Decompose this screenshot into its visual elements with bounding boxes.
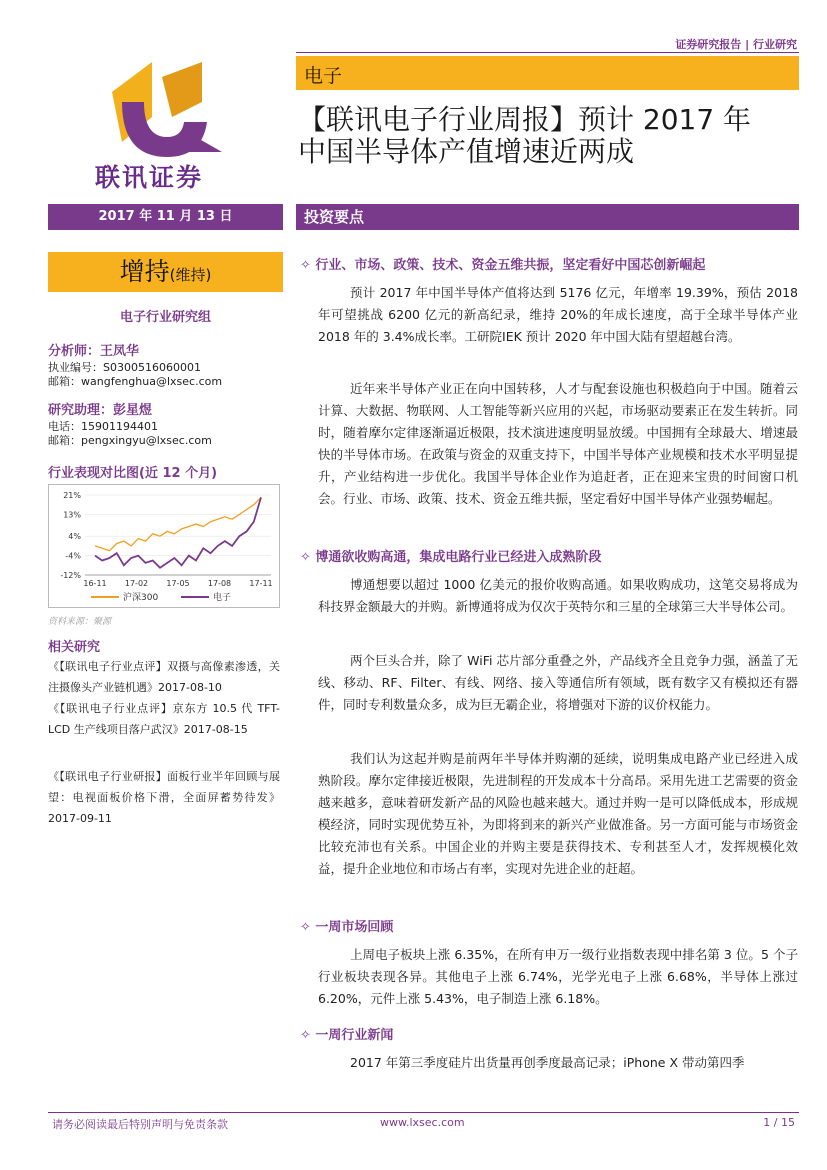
x-tick-label: 16-11	[83, 579, 107, 588]
report-title	[298, 104, 803, 168]
paragraph-3-1: 上周电子板块上涨 6.35%，在所有申万一级行业指数表现中排名第 3 位。5 个子行业板块表现各异。其他电子上涨 6.74%，光学光电子上涨 6.68%，半导体上涨过 6.20%，元件上涨 5.43%，电子制造上涨 6.18%。	[318, 947, 798, 1006]
legend-label: 电子	[213, 593, 232, 603]
y-tick-label: -12%	[60, 571, 81, 580]
x-tick-label: 17-02	[124, 579, 149, 588]
y-tick-label: 13%	[63, 510, 81, 520]
related-item-1[interactable]: 《【联讯电子行业点评】双摄与高像素渗透，关注摄像头产业链机遇》2017-08-10	[48, 660, 280, 694]
related-item-2[interactable]: 《【联讯电子行业点评】京东方 10.5 代 TFT-LCD 生产线项目落户武汉》2017-08-15	[48, 702, 280, 736]
assistant-label: 研究助理：彭星煜	[48, 403, 153, 418]
report-tag: 证券研究报告 | 行业研究	[675, 38, 797, 51]
y-tick-label: -4%	[65, 551, 81, 561]
research-group: 电子行业研究组	[119, 310, 211, 325]
sector-bar	[296, 56, 799, 90]
title-line-2: 中国半导体产值增速近两成	[298, 135, 635, 168]
paragraph-1-2: 近年来半导体产业正在向中国转移，人才与配套设施也积极趋向于中国。随着云计算、大数据、物联网、人工智能等新兴应用的兴起，市场驱动要素正在发生转折。同时，随着摩尔定律逐渐逼近极限，技术演进速度明显放缓。中国拥有全球最大、增速最快的半导体市场。在政策与资金的双重支持下，中国半导体产业规模和技术水平明显提升，产业结构进一步优化。我国半导体企业作为追赶者，正在迎来宝贵的时间窗口机会。行业、市场、政策、技术、资金五维共振，坚定看好中国半导体产业强势崛起。	[318, 381, 798, 506]
x-tick-label: 17-08	[207, 579, 232, 588]
footer-disclaimer[interactable]: 请务必阅读最后特别声明与免责条款	[52, 1118, 228, 1131]
paragraph-2-1: 博通想要以超过 1000 亿美元的报价收购高通。如果收购成功，这笔交易将成为科技界金额最大的并购。新博通将成为仅次于英特尔和三星的全球第三大半导体公司。	[318, 577, 798, 614]
bottom-divider	[48, 1112, 799, 1113]
x-tick-label: 17-05	[166, 579, 190, 588]
rating-badge	[48, 252, 283, 292]
rating-sub: (维持)	[169, 266, 212, 284]
assistant-email[interactable]: 邮箱：pengxingyu@lxsec.com	[48, 434, 212, 447]
paragraph-1-1: 预计 2017 年中国半导体产值将达到 5176 亿元，年增率 19.39%，预估 2018 年可望挑战 6200 亿元的新高纪录，维持 20%的年成长速度，高于全球半导体产业 2018 年的 3.4%成长率。工研院IEK 预计 2020 年中国大陆有望超越台湾。	[318, 285, 798, 344]
legend-label: 沪深300	[123, 593, 159, 603]
series-line-2	[95, 497, 261, 567]
series-line-1	[95, 497, 261, 550]
y-tick-label: 21%	[63, 491, 81, 500]
footer-page: 1 / 15	[763, 1116, 795, 1129]
top-divider	[296, 52, 799, 53]
section-heading-4: ✧ 一周行业新闻	[300, 1028, 394, 1043]
related-title: 相关研究	[48, 640, 101, 655]
analyst-license: 执业编号：S0300516060001	[48, 361, 201, 374]
performance-chart	[48, 484, 280, 608]
paragraph-2-2: 两个巨头合并，除了 WiFi 芯片部分重叠之外，产品线齐全且竞争力强，涵盖了无线、移动、RF、Filter、有线、网络、接入等通信所有领域，既有数字又有模拟还有器件，同时专利数量众多，成为巨无霸企业，将增强对下游的议价权能力。	[318, 653, 798, 712]
related-item-3[interactable]: 《【联讯电子行业研报】面板行业半年回顾与展望：电视面板价格下滑，全面屏蓄势待发》2017-09-11	[48, 770, 280, 825]
section-label: 投资要点	[296, 204, 799, 230]
assistant-phone: 电话：15901194401	[48, 420, 158, 433]
paragraph-2-3: 我们认为这起并购是前两年半导体并购潮的延续，说明集成电路产业已经进入成熟阶段。摩尔定律接近极限，先进制程的开发成本十分高昂。采用先进工艺需要的资金越来越多，意味着研发新产品的风险也越来越大。通过并购一是可以降低成本，形成规模经济，同时实现优势互补，为即将到来的新兴产业做准备。另一方面可能与市场资金比较充沛也有关系。中国企业的并购主要是获得技术、专利甚至人才，发挥规模化效益，提升企业地位和市场占有率，实现对先进企业的赶超。	[318, 751, 798, 876]
chart-title: 行业表现对比图(近 12 个月)	[48, 466, 218, 481]
analyst-email[interactable]: 邮箱：wangfenghua@lxsec.com	[48, 375, 223, 388]
y-tick-label: 4%	[68, 532, 81, 542]
sector-label: 电子	[304, 65, 343, 87]
performance-chart-svg	[49, 485, 281, 609]
section-heading-2: ✧ 博通欲收购高通，集成电路行业已经进入成熟阶段	[300, 550, 602, 565]
paragraph-4-1: 2017 年第三季度硅片出货量再创季度最高记录；iPhone X 带动第四季	[350, 1055, 745, 1070]
report-date: 2017 年 11 月 13 日	[48, 204, 283, 230]
section-heading-1: ✧ 行业、市场、政策、技术、资金五维共振，坚定看好中国芯创新崛起	[300, 258, 706, 273]
rating-main: 增持	[119, 257, 170, 286]
analyst-label: 分析师：王凤华	[48, 344, 140, 359]
chart-source: 资料来源：聚源	[48, 617, 112, 627]
title-line-1: 【联讯电子行业周报】预计 2017 年	[298, 103, 752, 136]
footer-website[interactable]: www.lxsec.com	[380, 1116, 465, 1129]
logo-text: 联讯证券	[95, 163, 204, 192]
x-tick-label: 17-11	[249, 579, 273, 588]
section-heading-3: ✧ 一周市场回顾	[300, 920, 394, 935]
